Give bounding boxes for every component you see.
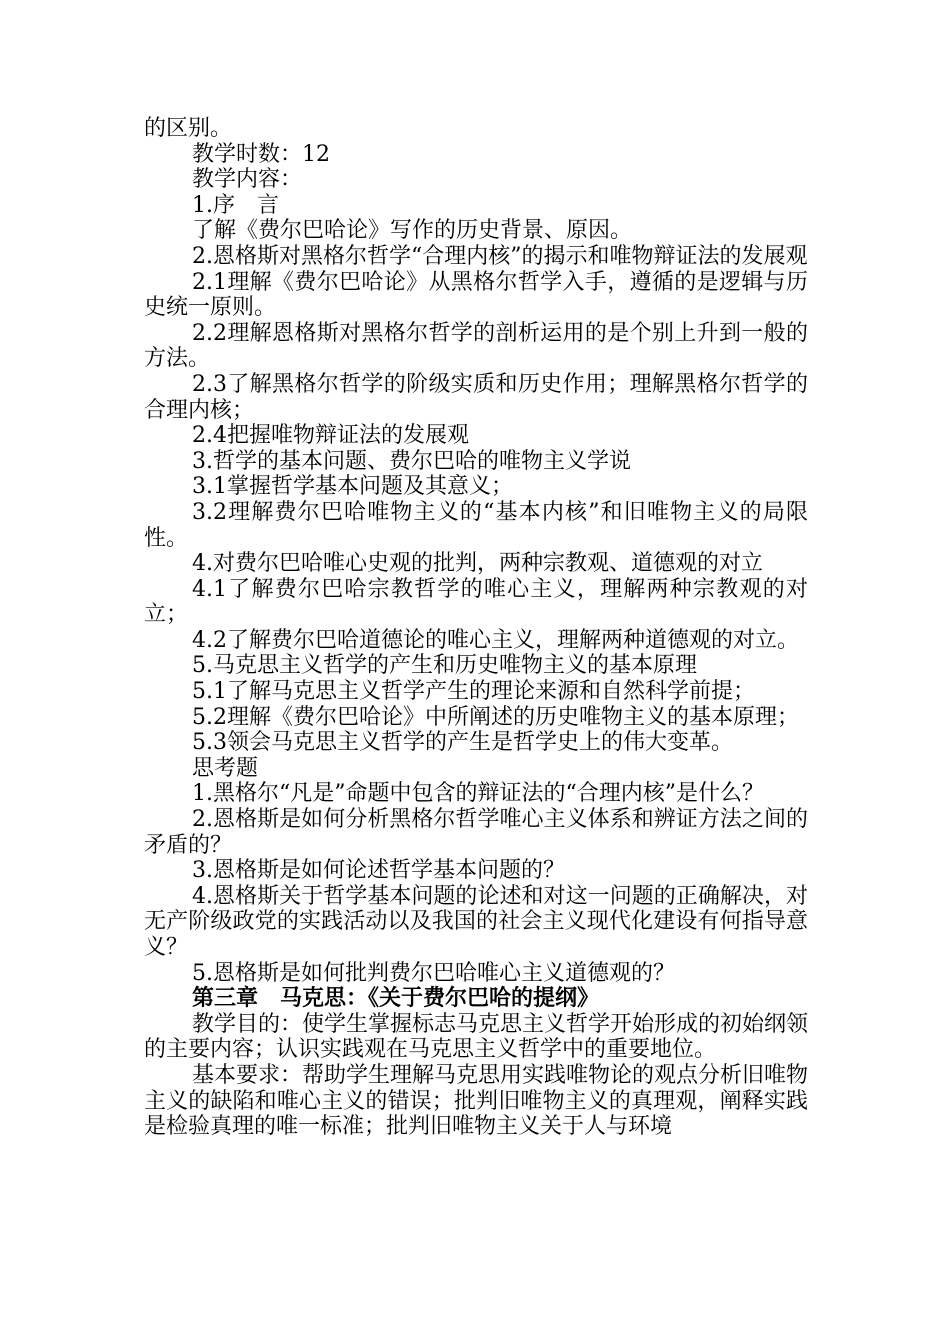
paragraph-continuation: 的区别。 [144, 116, 233, 141]
basic-requirements: 基本要求：帮助学生理解马克思用实践唯物论的观点分析旧唯物主义的缺陷和唯心主义的错误；批判旧唯物主义的真理观，阐释实践是检验真理的唯一标准；批判旧唯物主义关于人与环境 [144, 1062, 809, 1140]
teaching-hours: 教学时数：12 [192, 141, 330, 167]
section-1-heading: 1.序 言 [192, 192, 279, 218]
teaching-content-label: 教学内容： [192, 167, 303, 193]
questions-label: 思考题 [192, 755, 259, 781]
question-3: 3.恩格斯是如何论述哲学基本问题的？ [192, 858, 565, 884]
section-3-2: 3.2理解费尔巴哈唯物主义的“基本内核”和旧唯物主义的局限性。 [144, 499, 808, 551]
section-2-1: 2.1理解《费尔巴哈论》从黑格尔哲学入手，遵循的是逻辑与历史统一原则。 [144, 269, 808, 321]
section-4-1: 4.1了解费尔巴哈宗教哲学的唯心主义，理解两种宗教观的对立； [144, 576, 808, 628]
section-5-heading: 5.马克思主义哲学的产生和历史唯物主义的基本原理 [192, 653, 697, 679]
document-page [144, 116, 808, 1140]
chapter-3-title: 第三章 马克思：《关于费尔巴哈的提纲》 [192, 985, 600, 1012]
section-4-heading: 4.对费尔巴哈唯心史观的批判，两种宗教观、道德观的对立 [192, 551, 763, 577]
section-5-3: 5.3领会马克思主义哲学的产生是哲学史上的伟大变革。 [192, 730, 733, 756]
question-1: 1.黑格尔“凡是”命题中包含的辩证法的“合理内核”是什么？ [192, 781, 764, 807]
section-3-1: 3.1掌握哲学基本问题及其意义； [192, 474, 513, 500]
section-1-body: 了解《费尔巴哈论》写作的历史背景、原因。 [192, 218, 633, 244]
section-2-heading: 2.恩格斯对黑格尔哲学“合理内核”的揭示和唯物辩证法的发展观 [192, 243, 808, 269]
question-4: 4.恩格斯关于哲学基本问题的论述和对这一问题的正确解决，对无产阶级政党的实践活动以及我国的社会主义现代化建设有何指导意义？ [144, 883, 808, 960]
section-3-heading: 3.哲学的基本问题、费尔巴哈的唯物主义学说 [192, 448, 631, 474]
section-2-2: 2.2理解恩格斯对黑格尔哲学的剖析运用的是个别上升到一般的方法。 [144, 320, 808, 372]
question-2: 2.恩格斯是如何分析黑格尔哲学唯心主义体系和辨证方法之间的矛盾的？ [144, 807, 808, 858]
section-2-3: 2.3了解黑格尔哲学的阶级实质和历史作用；理解黑格尔哲学的合理内核； [144, 371, 808, 423]
section-5-1: 5.1了解马克思主义哲学产生的理论来源和自然科学前提； [192, 679, 755, 705]
section-5-2: 5.2理解《费尔巴哈论》中所阐述的历史唯物主义的基本原理； [192, 704, 799, 730]
section-2-4: 2.4把握唯物辩证法的发展观 [192, 423, 469, 449]
section-4-2: 4.2了解费尔巴哈道德论的唯心主义，理解两种道德观的对立。 [192, 627, 799, 653]
teaching-objective: 教学目的：使学生掌握标志马克思主义哲学开始形成的初始纲领的主要内容；认识实践观在马克思主义哲学中的重要地位。 [144, 1011, 809, 1063]
question-5: 5.恩格斯是如何批判费尔巴哈唯心主义道德观的？ [192, 960, 675, 986]
